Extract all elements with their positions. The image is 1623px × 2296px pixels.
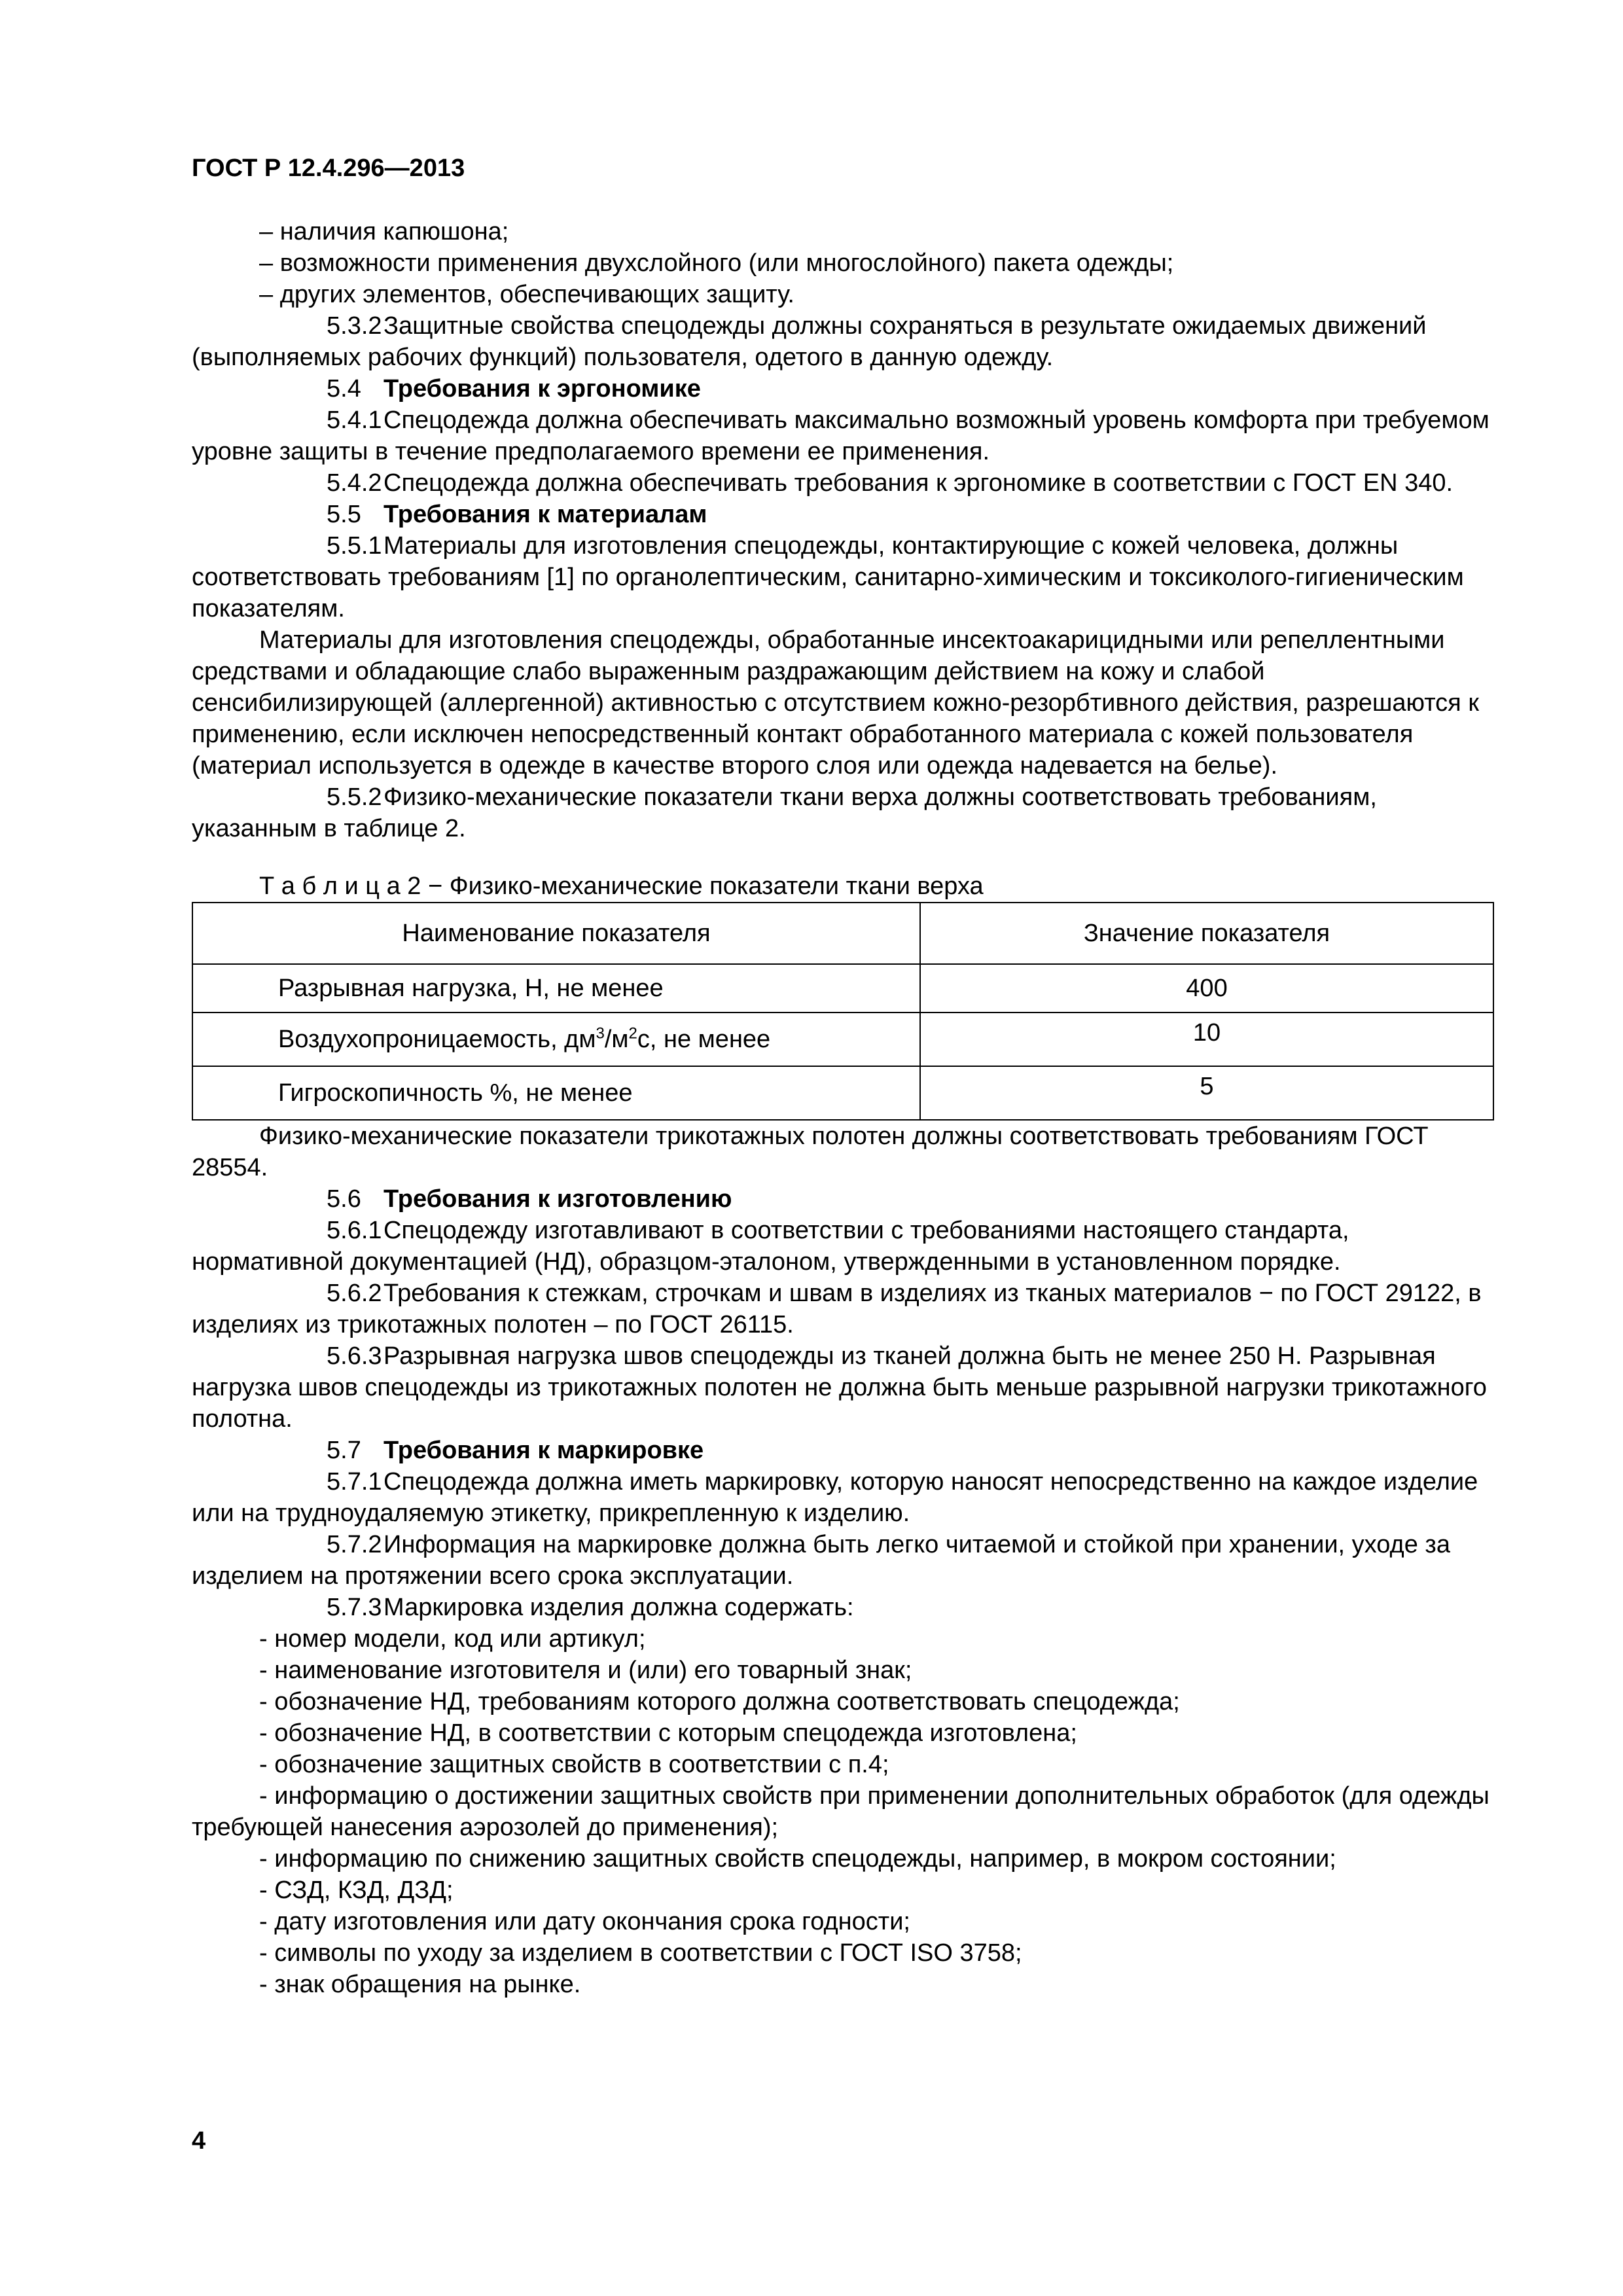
clause-number: 5.5.1 <box>327 532 382 560</box>
clause-5-6-2 <box>192 1278 1494 1340</box>
table-cell-name <box>192 1066 920 1120</box>
table-cell-name <box>192 1013 920 1066</box>
cell-text: Разрывная нагрузка, Н, не менее <box>278 975 664 1002</box>
list-item: - номер модели, код или артикул; <box>259 1625 646 1653</box>
cell-text: Гигроскопичность %, не менее <box>278 1079 633 1107</box>
superscript: 3 <box>596 1024 605 1043</box>
clause-5-5-1 <box>192 530 1494 624</box>
clause-number: 5.3.2 <box>327 312 382 340</box>
table-cell-value: 400 <box>920 964 1493 1013</box>
list-item: - знак обращения на рынке. <box>259 1971 581 1998</box>
section-title: Требования к материалам <box>383 501 707 528</box>
list-item: – наличия капюшона; <box>259 218 509 245</box>
list-item: - информацию по снижению защитных свойств спецодежды, например, в мокром состоянии; <box>259 1845 1336 1873</box>
clause-5-4-1 <box>192 404 1494 467</box>
table-caption: Т а б л и ц а 2 − Физико-механические показатели ткани верха <box>259 872 984 900</box>
section-5-5-heading <box>192 499 1494 530</box>
table-cell-value: 5 <box>920 1066 1493 1120</box>
clause-text: Спецодежда должна обеспечивать максимально возможный уровень комфорта при требуемом уровне защиты в течение предполагаемого времени ее применения. <box>192 406 1489 465</box>
table-row <box>192 964 1493 1013</box>
spacer <box>192 844 1494 870</box>
table-cell-name <box>192 964 920 1013</box>
page-number: 4 <box>192 2127 206 2155</box>
table-cell-value: 10 <box>920 1013 1493 1066</box>
clause-5-6-3 <box>192 1340 1494 1435</box>
section-number: 5.5 <box>327 501 361 528</box>
column-header-value: Значение показателя <box>920 903 1493 964</box>
cell-text-part: Воздухопроницаемость, дм <box>278 1026 596 1053</box>
clause-5-7-2 <box>192 1529 1494 1592</box>
clause-text: Информация на маркировке должна быть легко читаемой и стойкой при хранении, уходе за изделием на протяжении всего срока эксплуатации. <box>192 1531 1450 1590</box>
section-5-4-heading <box>192 373 1494 404</box>
list-item: - информацию о достижении защитных свойств при применении дополнительных обработок (для одежды требующей нанесения аэрозолей до применения); <box>192 1782 1489 1841</box>
cell-text <box>193 1025 919 1054</box>
list-item: - символы по уходу за изделием в соответствии с ГОСТ ISO 3758; <box>259 1939 1022 1967</box>
list-item: - дату изготовления или дату окончания срока годности; <box>259 1908 910 1935</box>
document-header: ГОСТ Р 12.4.296—2013 <box>192 154 465 182</box>
clause-5-5-2 <box>192 781 1494 844</box>
clause-5-6-1 <box>192 1215 1494 1278</box>
section-title: Требования к эргономике <box>383 375 701 403</box>
list-item: - обозначение защитных свойств в соответствии с п.4; <box>259 1751 889 1778</box>
paragraph-materials: Материалы для изготовления спецодежды, обработанные инсектоакарицидными или репеллентными средствами и обладающие слабо выраженным раздражающим действием на кожу и слабой сенсибилизирующей (аллергенной) активностью с отсутствием кожно-резорбтивного действия, разрешаются к применению, если исключен непосредственный контакт обработанного материала с кожей пользователя (материал используется в одежде в качестве второго слоя или одежда надевается на белье). <box>192 626 1479 780</box>
table-header-row <box>192 903 1493 964</box>
clause-5-4-2 <box>192 467 1494 499</box>
clause-text: Спецодежду изготавливают в соответствии с требованиями настоящего стандарта, нормативной документацией (НД), образцом-эталоном, утвержденными в установленном порядке. <box>192 1217 1349 1276</box>
clause-number: 5.6.3 <box>327 1342 382 1370</box>
document-body <box>192 216 1494 2000</box>
list-item: – возможности применения двухслойного (или многослойного) пакета одежды; <box>259 249 1174 277</box>
clause-number: 5.4.2 <box>327 469 382 497</box>
clause-text: Разрывная нагрузка швов спецодежды из тканей должна быть не менее 250 Н. Разрывная нагрузка швов спецодежды из трикотажных полотен не должна быть меньше разрывной нагрузки трикотажного полотна. <box>192 1342 1487 1433</box>
table-row <box>192 1013 1493 1066</box>
clause-text: Защитные свойства спецодежды должны сохраняться в результате ожидаемых движений (выполняемых рабочих функций) пользователя, одетого в данную одежду. <box>192 312 1427 371</box>
clause-5-3-2 <box>192 310 1494 373</box>
clause-number: 5.4.1 <box>327 406 382 434</box>
superscript: 2 <box>628 1024 637 1043</box>
column-header-name: Наименование показателя <box>192 903 920 964</box>
clause-5-7-3 <box>192 1592 1494 1623</box>
section-5-6-heading <box>192 1183 1494 1215</box>
section-title: Требования к маркировке <box>383 1437 704 1464</box>
cell-text-part: с, не менее <box>637 1026 771 1053</box>
paragraph-knit: Физико-механические показатели трикотажных полотен должны соответствовать требованиям ГОСТ 28554. <box>192 1122 1429 1181</box>
clause-number: 5.6.2 <box>327 1280 382 1307</box>
clause-text: Спецодежда должна обеспечивать требования к эргономике в соответствии с ГОСТ EN 340. <box>383 469 1454 497</box>
clause-text: Требования к стежкам, строчкам и швам в изделиях из тканых материалов − по ГОСТ 29122, в изделиях из трикотажных полотен – по ГОСТ 26115. <box>192 1280 1482 1338</box>
section-number: 5.4 <box>327 375 361 403</box>
clause-number: 5.7.1 <box>327 1468 382 1496</box>
section-number: 5.6 <box>327 1185 361 1213</box>
clause-number: 5.7.3 <box>327 1594 382 1621</box>
clause-text: Материалы для изготовления спецодежды, контактирующие с кожей человека, должны соответствовать требованиям [1] по органолептическим, санитарно-химическим и токсиколого-гигиеническим показателям. <box>192 532 1464 622</box>
section-title: Требования к изготовлению <box>383 1185 732 1213</box>
list-item: - обозначение НД, требованиям которого должна соответствовать спецодежда; <box>259 1688 1180 1715</box>
clause-text: Спецодежда должна иметь маркировку, которую наносят непосредственно на каждое изделие или на трудноудаляемую этикетку, прикрепленную к изделию. <box>192 1468 1478 1527</box>
list-item: - обозначение НД, в соответствии с которым спецодежда изготовлена; <box>259 1719 1077 1747</box>
list-item: - СЗД, КЗД, ДЗД; <box>259 1876 454 1904</box>
clause-text: Физико-механические показатели ткани верха должны соответствовать требованиям, указанным в таблице 2. <box>192 783 1377 842</box>
list-item: - наименование изготовителя и (или) его товарный знак; <box>259 1657 912 1684</box>
section-5-7-heading <box>192 1435 1494 1466</box>
table-row <box>192 1066 1493 1120</box>
clause-number: 5.5.2 <box>327 783 382 811</box>
table-2 <box>192 902 1494 1121</box>
clause-number: 5.7.2 <box>327 1531 382 1558</box>
list-item: – других элементов, обеспечивающих защиту. <box>259 281 794 308</box>
clause-text: Маркировка изделия должна содержать: <box>383 1594 854 1621</box>
section-number: 5.7 <box>327 1437 361 1464</box>
cell-text-part: /м <box>604 1026 629 1053</box>
clause-5-7-1 <box>192 1466 1494 1529</box>
clause-number: 5.6.1 <box>327 1217 382 1244</box>
